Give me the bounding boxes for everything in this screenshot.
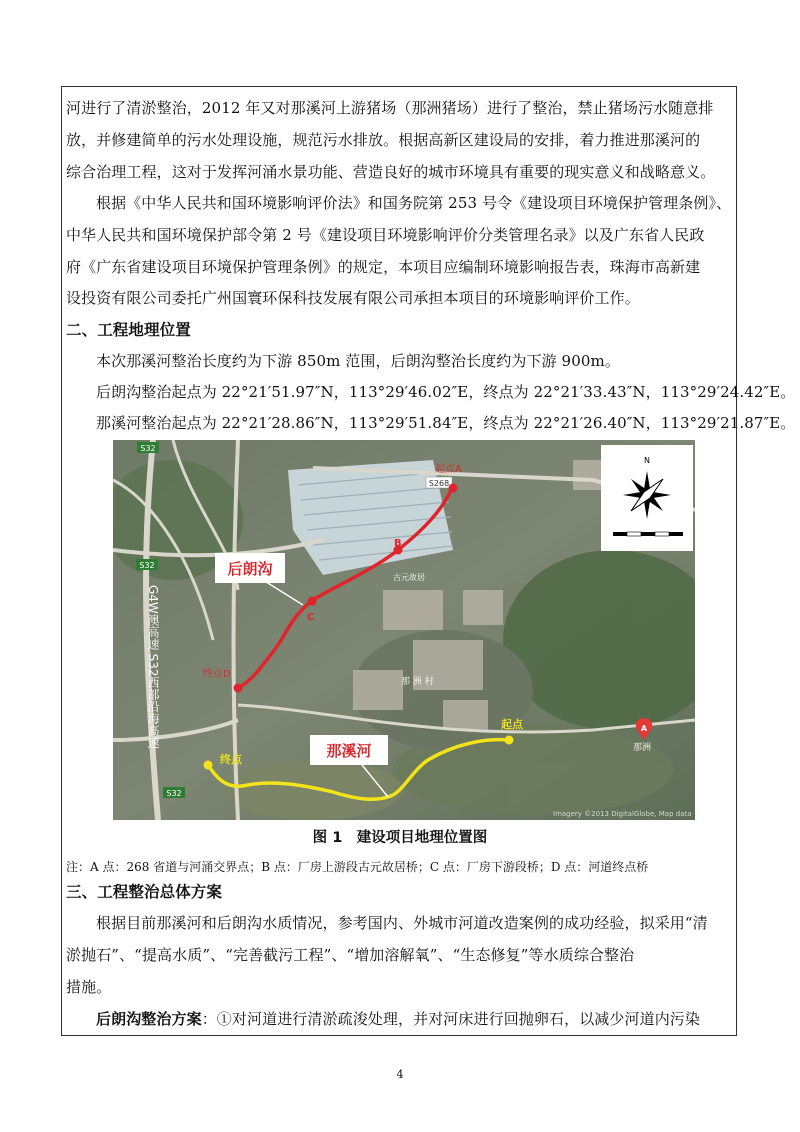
page-number: 4 (396, 1068, 404, 1081)
section3-heading: 三、工程整治总体方案 (66, 883, 223, 901)
point-c-marker (308, 597, 317, 606)
highway-label: G4W澳高速 S32西部沿海高速 (146, 585, 160, 749)
road-shield-s32-3 (163, 787, 185, 798)
svg-text:S32: S32 (139, 561, 155, 570)
figure-note: 注：A 点：268 省道与河涌交界点；B 点：厂房上游段古元故居桥；C 点：厂房下游段桥；D 点：河道终点桥 (66, 860, 649, 874)
naxihe-end-label: 终点 (220, 753, 242, 766)
paragraph2-line2: 中华人民共和国环境保护部令第 2 号《建设项目环境影响评价分类管理名录》以及广东省人民政 (66, 226, 705, 244)
svg-text:S268: S268 (428, 479, 450, 488)
svg-text:后朗沟: 后朗沟 (227, 560, 273, 578)
paragraph1-line3: 综合治理工程，这对于发挥河涌水景功能、营造良好的城市环境具有重要的现实意义和战略意义。 (66, 163, 716, 181)
plan-title: 后朗沟整治方案 (96, 1010, 202, 1028)
guyuan-label: 古元故居 (393, 573, 425, 582)
svg-text:那溪河: 那溪河 (326, 742, 372, 760)
figure-caption: 图 1 建设项目地理位置图 (312, 830, 488, 846)
paragraph1-line1: 河进行了清淤整治，2012 年又对那溪河上游猪场（那洲猪场）进行了整治，禁止猪场污水随意排 (66, 99, 714, 117)
north-label: N (644, 456, 650, 465)
c-label: C (307, 612, 315, 623)
section3-line2: 淤抛石”、“提高水质”、“完善截污工程”、“增加溶解氧”、“生态修复”等水质综合整治 (66, 946, 635, 964)
nazhou-village-label: 那 洲 村 (401, 677, 434, 687)
section2-line2: 后朗沟整治起点为 22°21′51.97″N，113°29′46.02″E，终点为 22°21′33.43″N，113°29′24.42″E。 (96, 383, 796, 401)
svg-text:那洲: 那洲 (633, 743, 652, 753)
end-d-label: 终点D (203, 669, 231, 680)
road-shield-s32-1 (137, 442, 159, 453)
paragraph2-line1: 根据《中华人民共和国环境影响评价法》和国务院第 253 号令《建设项目环境保护管理条例》、 (96, 194, 732, 212)
b-label: B (394, 538, 402, 549)
section3-line3: 措施。 (66, 978, 112, 996)
paragraph2-line4: 设投资有限公司委托广州国寰环保科技发展有限公司承担本项目的环境影响评价工作。 (66, 289, 640, 307)
naxihe-end-marker (204, 761, 213, 770)
map-copyright: Imagery ©2013 DigitalGlobe, Map data (553, 810, 692, 818)
section2-line3: 那溪河整治起点为 22°21′28.86″N，113°29′51.84″E，终点为 22°21′26.40″N，113°29′21.87″E。 (96, 414, 796, 432)
section2-line1: 本次那溪河整治长度约为下游 850m 范围，后朗沟整治长度约为下游 900m。 (96, 352, 620, 370)
road-shield-s268 (426, 477, 452, 488)
location-map (113, 440, 695, 820)
point-d-marker (234, 684, 243, 693)
compass-box (601, 445, 693, 551)
road-shield-s32-2 (136, 559, 158, 570)
section3-line1: 根据目前那溪河和后朗沟水质情况，参考国内、外城市河道改造案例的成功经验，拟采用“清 (96, 914, 708, 932)
plan-paragraph (96, 1009, 764, 1029)
scale-bar (613, 532, 683, 536)
section2-heading: 二、工程地理位置 (66, 321, 191, 339)
naxihe-start-marker (505, 736, 514, 745)
start-a-label: 起点A (435, 464, 462, 475)
svg-text:S32: S32 (166, 789, 182, 798)
point-a-marker (449, 484, 458, 493)
plan-text: ：①对河道进行清淤疏浚处理，并对河床进行回抛卵石，以减少河道内污染 (201, 1010, 701, 1028)
paragraph2-line3: 府《广东省建设项目环境保护管理条例》的规定，本项目应编制环境影响报告表，珠海市高新建 (66, 258, 701, 276)
svg-text:A: A (640, 724, 648, 733)
paragraph1-line2: 放，并修建简单的污水处理设施，规范污水排放。根据高新区建设局的安排，着力推进那溪河的 (66, 131, 701, 149)
svg-text:S32: S32 (140, 444, 156, 453)
naxihe-start-label: 起点 (501, 718, 523, 731)
